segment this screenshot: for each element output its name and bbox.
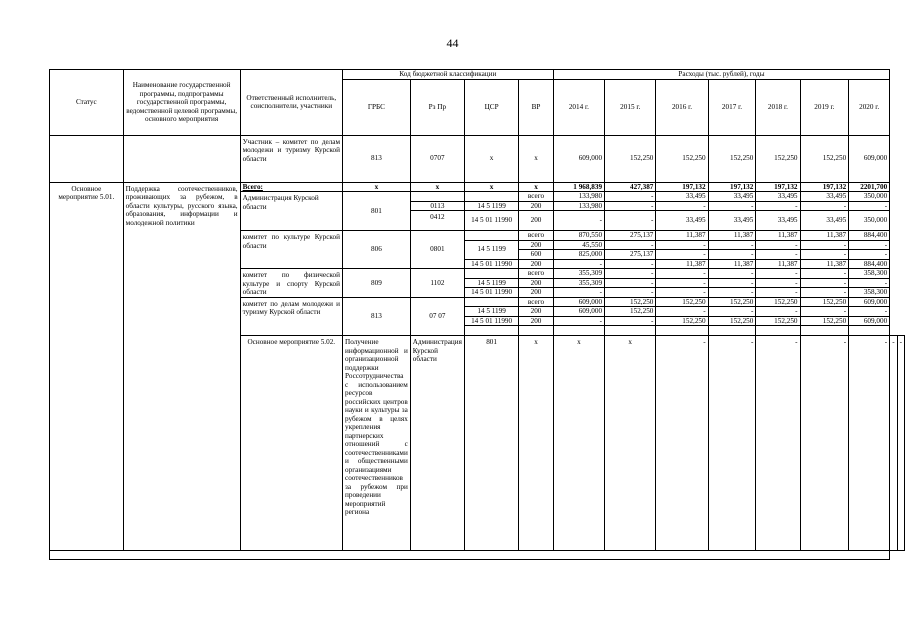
value-cell: - xyxy=(800,288,849,298)
value-cell: 133,980 xyxy=(553,201,604,211)
empty-row-cell xyxy=(50,551,890,560)
empty-cell xyxy=(553,326,604,336)
value-cell: - xyxy=(708,240,756,250)
value-cell: - xyxy=(756,278,800,288)
value-cell: - xyxy=(605,240,656,250)
value-cell: - xyxy=(708,288,756,298)
value-cell: 33,495 xyxy=(756,211,800,231)
vr-cell: 200 xyxy=(519,316,553,326)
status-cell: Основное мероприятие 5.01. xyxy=(50,182,124,551)
value-cell: - xyxy=(605,278,656,288)
value-cell: - xyxy=(849,201,890,211)
header-status: Статус xyxy=(50,70,124,136)
measure-name-cell: Получение информационной и организационной поддержки Россотрудничества с использованием ресурсов российских центров науки и культуры за рубежом в целях укрепления партнерских отношений с соотечественниками и общественными организациями соотечественников за рубежом при проведении мероприятий региона xyxy=(343,336,411,551)
value-cell: 884,400 xyxy=(849,231,890,241)
value-cell: - xyxy=(605,269,656,279)
value-cell: - xyxy=(553,211,604,231)
value-cell: 11,387 xyxy=(708,259,756,269)
value-cell: 197,132 xyxy=(800,182,849,192)
value-cell: - xyxy=(756,307,800,317)
value-cell: 33,495 xyxy=(708,211,756,231)
empty-cell xyxy=(50,135,124,182)
header-responsible: Ответственный исполнитель, соисполнители, участники xyxy=(240,70,342,136)
value-cell: 33,495 xyxy=(656,211,708,231)
measure-name-cell: Поддержка соотечественников, проживающих за рубежом, в области культуры, русского языка, образования, информации и молодежной политики xyxy=(123,182,240,551)
value-cell: 609,000 xyxy=(553,307,604,317)
rzpr-cell: 0707 xyxy=(410,135,464,182)
page-number: 44 xyxy=(446,36,459,50)
value-cell: 152,250 xyxy=(756,135,800,182)
csr-cell: x xyxy=(464,135,518,182)
value-cell: - xyxy=(708,201,756,211)
grbs-cell: 801 xyxy=(464,336,518,551)
value-cell: 11,387 xyxy=(756,259,800,269)
value-cell: 152,250 xyxy=(656,316,708,326)
value-cell: - xyxy=(800,278,849,288)
header-grbs: ГРБС xyxy=(343,79,411,135)
value-cell: - xyxy=(708,307,756,317)
header-year: 2020 г. xyxy=(849,79,890,135)
value-cell: 152,250 xyxy=(800,135,849,182)
vr-cell: 200 xyxy=(519,259,553,269)
value-cell: 870,550 xyxy=(553,231,604,241)
header-vr: ВР xyxy=(519,79,553,135)
rzpr-cell: 0113 xyxy=(410,201,464,211)
value-cell: 355,309 xyxy=(553,269,604,279)
value-cell: - xyxy=(756,250,800,260)
header-expenses: Расходы (тыс. рублей), годы xyxy=(553,70,889,80)
empty-cell xyxy=(464,192,518,202)
grbs-cell: x xyxy=(343,182,411,192)
value-cell: 152,250 xyxy=(605,135,656,182)
value-cell: 1 968,839 xyxy=(553,182,604,192)
empty-cell xyxy=(800,326,849,336)
value-cell: - xyxy=(756,336,800,551)
responsible-cell: комитет по культуре Курской области xyxy=(240,231,342,269)
value-cell: - xyxy=(708,269,756,279)
value-cell: - xyxy=(800,201,849,211)
value-cell: - xyxy=(849,240,890,250)
rzpr-cell: 07 07 xyxy=(410,297,464,336)
value-cell: - xyxy=(605,192,656,202)
value-cell: 358,300 xyxy=(849,288,890,298)
header-program-name: Наименование государственной программы, подпрограммы государственной программы, ведомственной целевой программы, основного мероприятия xyxy=(123,70,240,136)
value-cell: - xyxy=(897,336,904,551)
value-cell: 825,000 xyxy=(553,250,604,260)
value-cell: 197,132 xyxy=(708,182,756,192)
value-cell: 350,000 xyxy=(849,192,890,202)
csr-cell: 14 5 1199 xyxy=(464,201,518,211)
header-budget-code: Код бюджетной классификации xyxy=(343,70,554,80)
value-cell: - xyxy=(849,278,890,288)
responsible-cell: комитет по физической культуре и спорту Курской области xyxy=(240,269,342,298)
grbs-cell: 806 xyxy=(343,231,411,269)
value-cell: 11,387 xyxy=(756,231,800,241)
csr-cell: 14 5 01 11990 xyxy=(464,288,518,298)
header-year: 2017 г. xyxy=(708,79,756,135)
vr-cell: 600 xyxy=(519,250,553,260)
value-cell: - xyxy=(656,278,708,288)
header-year: 2018 г. xyxy=(756,79,800,135)
grbs-cell: 801 xyxy=(343,192,411,231)
value-cell: 152,250 xyxy=(756,316,800,326)
grbs-cell: 813 xyxy=(343,135,411,182)
value-cell: - xyxy=(756,269,800,279)
vr-cell: x xyxy=(519,135,553,182)
value-cell: 152,250 xyxy=(708,316,756,326)
rzpr-cell: x xyxy=(519,336,553,551)
value-cell: 11,387 xyxy=(708,231,756,241)
table-row-total xyxy=(50,182,905,192)
value-cell: 152,250 xyxy=(605,297,656,307)
value-cell: 609,000 xyxy=(849,135,890,182)
value-cell: 609,000 xyxy=(849,316,890,326)
csr-cell: 14 5 1199 xyxy=(464,240,518,259)
vr-cell: x xyxy=(519,182,553,192)
header-year: 2019 г. xyxy=(800,79,849,135)
empty-cell xyxy=(849,326,890,336)
total-label: Всего: xyxy=(240,182,342,192)
value-cell: - xyxy=(800,269,849,279)
csr-cell: 14 5 01 11990 xyxy=(464,259,518,269)
value-cell: - xyxy=(553,316,604,326)
value-cell: - xyxy=(605,288,656,298)
value-cell: - xyxy=(553,288,604,298)
value-cell: - xyxy=(553,259,604,269)
value-cell: 275,137 xyxy=(605,231,656,241)
value-cell: - xyxy=(800,240,849,250)
responsible-cell: Участник – комитет по делам молодежи и туризму Курской области xyxy=(240,135,342,182)
value-cell: 609,000 xyxy=(553,135,604,182)
value-cell: 609,000 xyxy=(849,297,890,307)
value-cell: - xyxy=(756,240,800,250)
value-cell: - xyxy=(605,201,656,211)
csr-cell: 14 5 01 11990 xyxy=(464,211,518,231)
csr-cell: 14 5 01 11990 xyxy=(464,316,518,326)
value-cell: 884,400 xyxy=(849,259,890,269)
empty-cell xyxy=(656,326,708,336)
value-cell: - xyxy=(849,250,890,260)
header-csr: ЦСР xyxy=(464,79,518,135)
rzpr-cell: 0412 xyxy=(410,211,464,231)
value-cell: - xyxy=(800,307,849,317)
value-cell: 11,387 xyxy=(656,231,708,241)
value-cell: 197,132 xyxy=(756,182,800,192)
vr-cell: 200 xyxy=(519,307,553,317)
value-cell: - xyxy=(708,250,756,260)
vr-cell: всего xyxy=(519,297,553,307)
value-cell: 275,137 xyxy=(605,250,656,260)
value-cell: 152,250 xyxy=(756,297,800,307)
table-row-participant xyxy=(50,135,905,182)
header-year: 2014 г. xyxy=(553,79,604,135)
value-cell: 133,980 xyxy=(553,192,604,202)
value-cell: - xyxy=(656,250,708,260)
value-cell: 33,495 xyxy=(656,192,708,202)
value-cell: 350,000 xyxy=(849,211,890,231)
grbs-cell: 809 xyxy=(343,269,411,298)
vr-cell: 200 xyxy=(519,278,553,288)
value-cell: - xyxy=(756,288,800,298)
value-cell: - xyxy=(708,278,756,288)
vr-cell: всего xyxy=(519,192,553,202)
value-cell: - xyxy=(605,211,656,231)
value-cell: - xyxy=(656,240,708,250)
empty-cell xyxy=(708,326,756,336)
grbs-cell: 813 xyxy=(343,297,411,336)
responsible-cell: Администрация Курской области xyxy=(240,192,342,231)
header-year: 2016 г. xyxy=(656,79,708,135)
value-cell: - xyxy=(656,201,708,211)
vr-cell: 200 xyxy=(519,288,553,298)
vr-cell: всего xyxy=(519,231,553,241)
value-cell: - xyxy=(890,336,897,551)
rzpr-cell: 0801 xyxy=(410,231,464,269)
value-cell: 152,250 xyxy=(656,297,708,307)
value-cell: - xyxy=(605,259,656,269)
vr-cell: x xyxy=(605,336,656,551)
csr-cell: x xyxy=(464,182,518,192)
value-cell: 152,250 xyxy=(708,135,756,182)
value-cell: - xyxy=(849,307,890,317)
value-cell: 11,387 xyxy=(800,259,849,269)
header-row-1 xyxy=(50,70,905,80)
value-cell: 11,387 xyxy=(800,231,849,241)
status-cell: Основное мероприятие 5.02. xyxy=(240,336,342,551)
value-cell: 355,309 xyxy=(553,278,604,288)
value-cell: 609,000 xyxy=(553,297,604,307)
value-cell: 427,387 xyxy=(605,182,656,192)
value-cell: - xyxy=(800,250,849,260)
value-cell: - xyxy=(656,288,708,298)
value-cell: 197,132 xyxy=(656,182,708,192)
value-cell: - xyxy=(756,201,800,211)
value-cell: - xyxy=(656,269,708,279)
value-cell: 33,495 xyxy=(800,211,849,231)
responsible-cell: Администрация Курской области xyxy=(410,336,464,551)
value-cell: 11,387 xyxy=(656,259,708,269)
header-rzpr: Рз Пр xyxy=(410,79,464,135)
empty-cell xyxy=(123,135,240,182)
vr-cell: всего xyxy=(519,269,553,279)
table-row-bottom xyxy=(50,551,905,560)
value-cell: - xyxy=(656,336,708,551)
empty-cell xyxy=(464,326,518,336)
value-cell: 2201,700 xyxy=(849,182,890,192)
value-cell: 33,495 xyxy=(800,192,849,202)
empty-cell xyxy=(605,326,656,336)
rzpr-cell: x xyxy=(410,182,464,192)
value-cell: - xyxy=(708,336,756,551)
empty-cell xyxy=(464,231,518,241)
empty-cell xyxy=(464,297,518,307)
budget-table xyxy=(49,69,905,560)
csr-cell: x xyxy=(553,336,604,551)
value-cell: - xyxy=(800,336,849,551)
csr-cell: 14 5 1199 xyxy=(464,307,518,317)
value-cell: 152,250 xyxy=(708,297,756,307)
vr-cell: 200 xyxy=(519,240,553,250)
value-cell: 152,250 xyxy=(605,307,656,317)
value-cell: 152,250 xyxy=(656,135,708,182)
vr-cell: 200 xyxy=(519,201,553,211)
value-cell: - xyxy=(849,336,890,551)
value-cell: 33,495 xyxy=(756,192,800,202)
empty-cell xyxy=(464,269,518,279)
responsible-cell: комитет по делам молодежи и туризму Курской области xyxy=(240,297,342,336)
value-cell: 33,495 xyxy=(708,192,756,202)
value-cell: - xyxy=(605,316,656,326)
empty-cell xyxy=(756,326,800,336)
csr-cell: 14 5 1199 xyxy=(464,278,518,288)
empty-cell xyxy=(519,326,553,336)
empty-cell xyxy=(410,192,464,202)
vr-cell: 200 xyxy=(519,211,553,231)
header-year: 2015 г. xyxy=(605,79,656,135)
rzpr-cell: 1102 xyxy=(410,269,464,298)
value-cell: 152,250 xyxy=(800,297,849,307)
value-cell: 358,300 xyxy=(849,269,890,279)
value-cell: 45,550 xyxy=(553,240,604,250)
value-cell: - xyxy=(656,307,708,317)
value-cell: 152,250 xyxy=(800,316,849,326)
